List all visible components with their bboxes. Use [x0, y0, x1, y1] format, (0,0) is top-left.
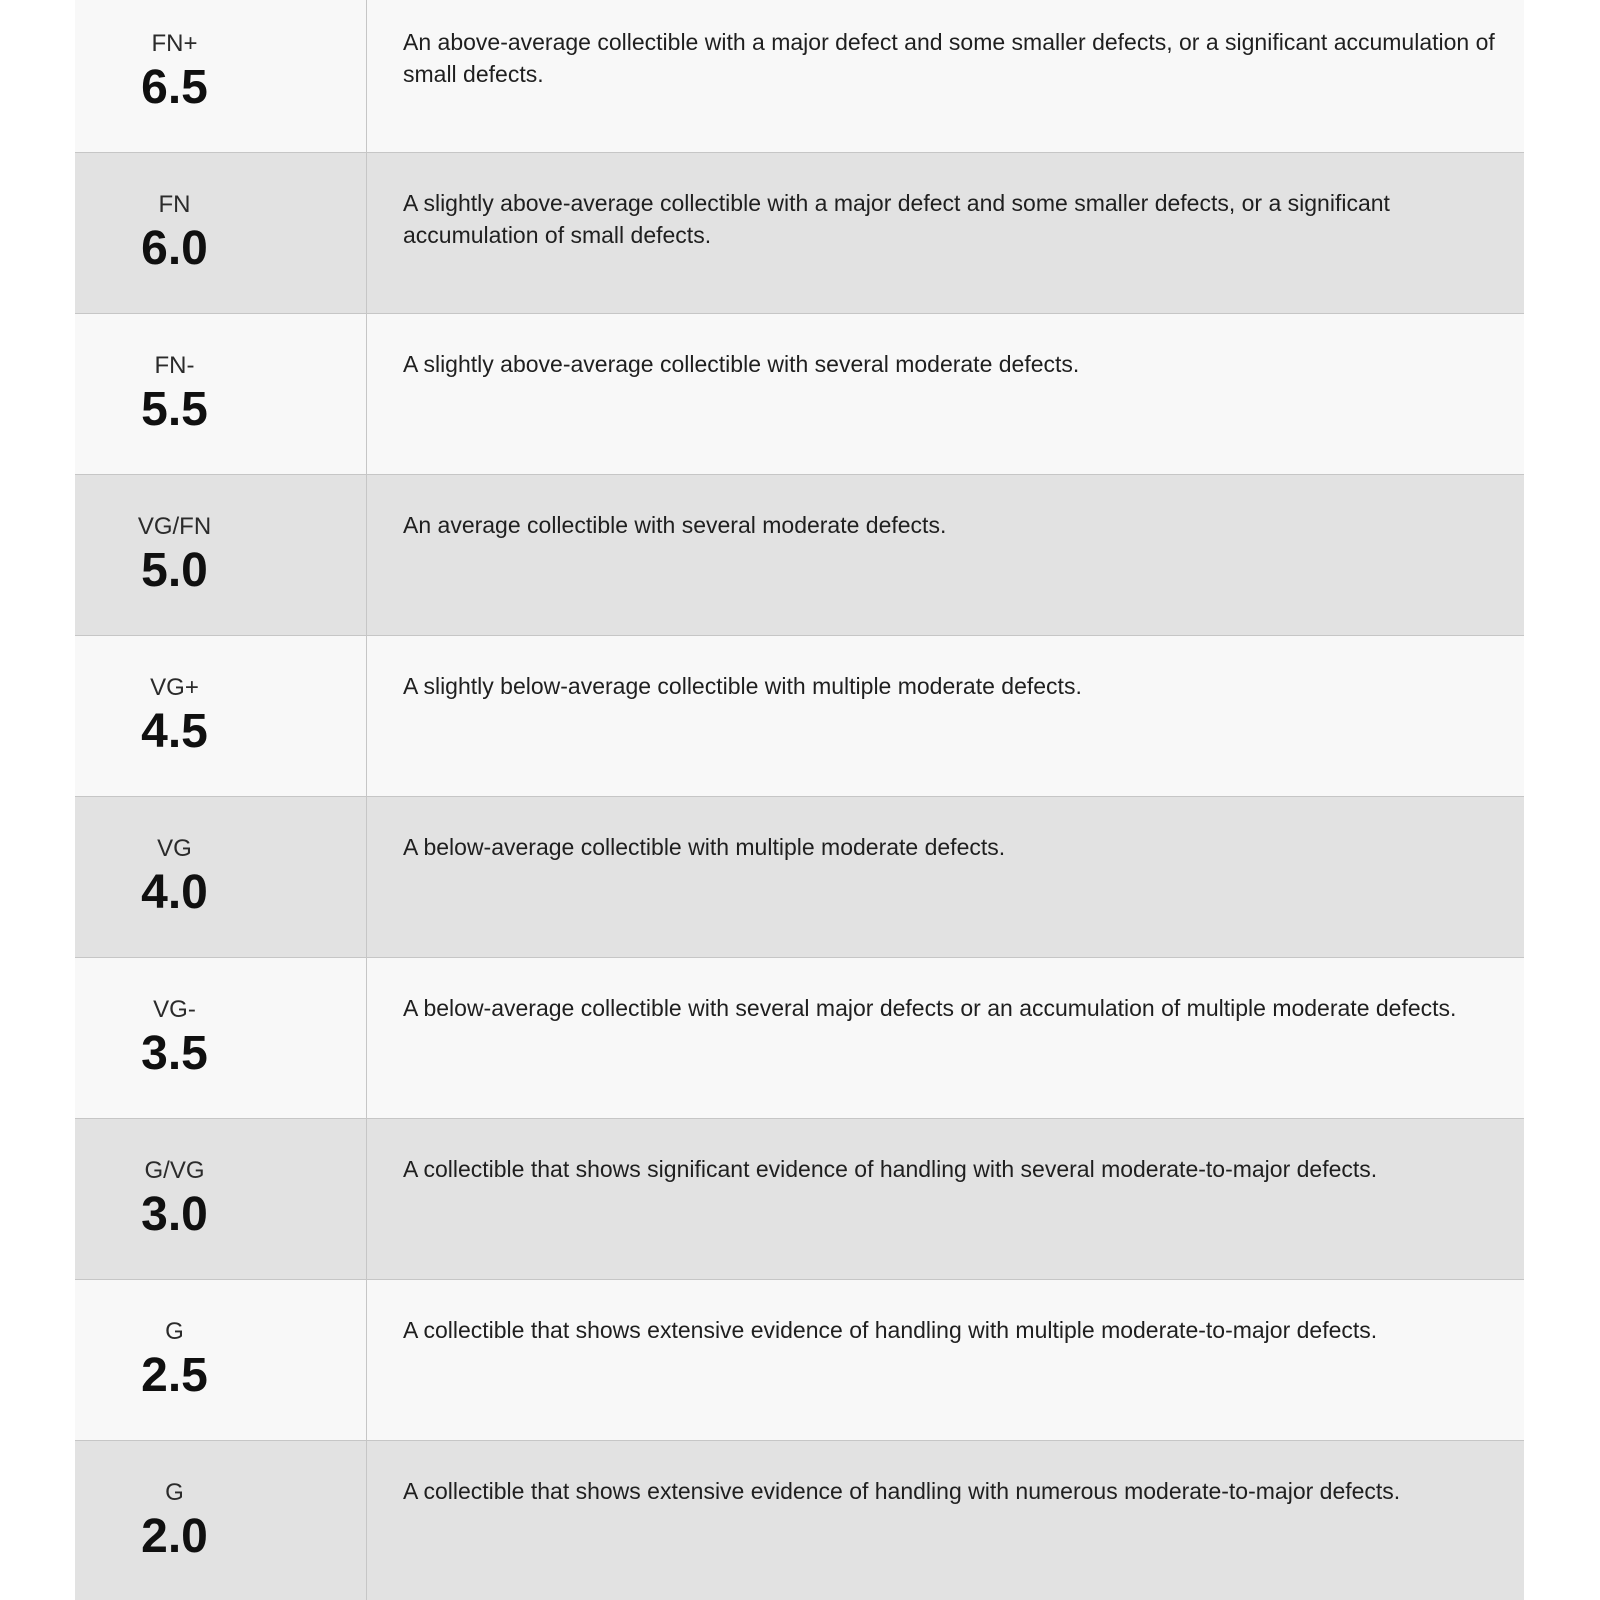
grade-row	[75, 1280, 1524, 1441]
grade-row	[75, 1441, 1524, 1600]
grade-value: 4.0	[141, 866, 208, 919]
grade-label: G	[165, 1318, 184, 1345]
grade-cell	[75, 1119, 367, 1279]
grade-row	[75, 636, 1524, 797]
grade-row	[75, 314, 1524, 475]
grade-description: A collectible that shows significant evidence of handling with several moderate-to-major defects.	[403, 1156, 1378, 1182]
grade-cell	[75, 1280, 367, 1440]
grade-description: A slightly below-average collectible with multiple moderate defects.	[403, 673, 1082, 699]
grade-cell	[75, 314, 367, 474]
grade-cell	[75, 475, 367, 635]
grade-cell	[75, 1441, 367, 1600]
grade-label: FN+	[151, 30, 198, 57]
grade-label: VG/FN	[137, 513, 212, 540]
grade-description: A below-average collectible with multiple moderate defects.	[403, 834, 1006, 860]
grade-cell	[75, 797, 367, 957]
grade-value: 2.5	[141, 1349, 208, 1402]
grade-description: An average collectible with several moderate defects.	[403, 512, 947, 538]
grade-value: 5.0	[141, 544, 208, 597]
grading-scale-table	[75, 0, 1524, 1600]
grade-row	[75, 797, 1524, 958]
grade-description: A collectible that shows extensive evidence of handling with numerous moderate-to-major defects.	[403, 1478, 1401, 1504]
grade-description: A collectible that shows extensive evidence of handling with multiple moderate-to-major defects.	[403, 1317, 1378, 1343]
grade-value: 4.5	[141, 705, 208, 758]
grade-description: An above-average collectible with a major defect and some smaller defects, or a significant accumulation of small defects.	[403, 29, 1495, 87]
grade-label: VG+	[150, 674, 199, 701]
grade-value: 5.5	[141, 383, 208, 436]
grade-row	[75, 153, 1524, 314]
grade-label: FN-	[154, 352, 195, 379]
grade-label: VG-	[153, 996, 196, 1023]
grade-value: 6.5	[141, 61, 208, 114]
grade-description: A below-average collectible with several major defects or an accumulation of multiple moderate defects.	[403, 995, 1457, 1021]
grade-description: A slightly above-average collectible with a major defect and some smaller defects, or a significant accumulation of small defects.	[403, 190, 1390, 248]
grade-value: 3.0	[141, 1188, 208, 1241]
grade-row	[75, 958, 1524, 1119]
grade-value: 2.0	[141, 1510, 208, 1563]
grade-row	[75, 475, 1524, 636]
grade-cell	[75, 636, 367, 796]
grade-value: 6.0	[141, 222, 208, 275]
grade-label: G/VG	[144, 1157, 205, 1184]
grade-label: VG	[157, 835, 192, 862]
grade-row	[75, 0, 1524, 153]
grade-description: A slightly above-average collectible with several moderate defects.	[403, 351, 1080, 377]
grade-cell	[75, 153, 367, 313]
grade-row	[75, 1119, 1524, 1280]
grade-label: G	[165, 1479, 184, 1506]
grade-cell	[75, 958, 367, 1118]
grade-value: 3.5	[141, 1027, 208, 1080]
grade-label: FN	[158, 191, 191, 218]
grade-cell	[75, 0, 367, 152]
